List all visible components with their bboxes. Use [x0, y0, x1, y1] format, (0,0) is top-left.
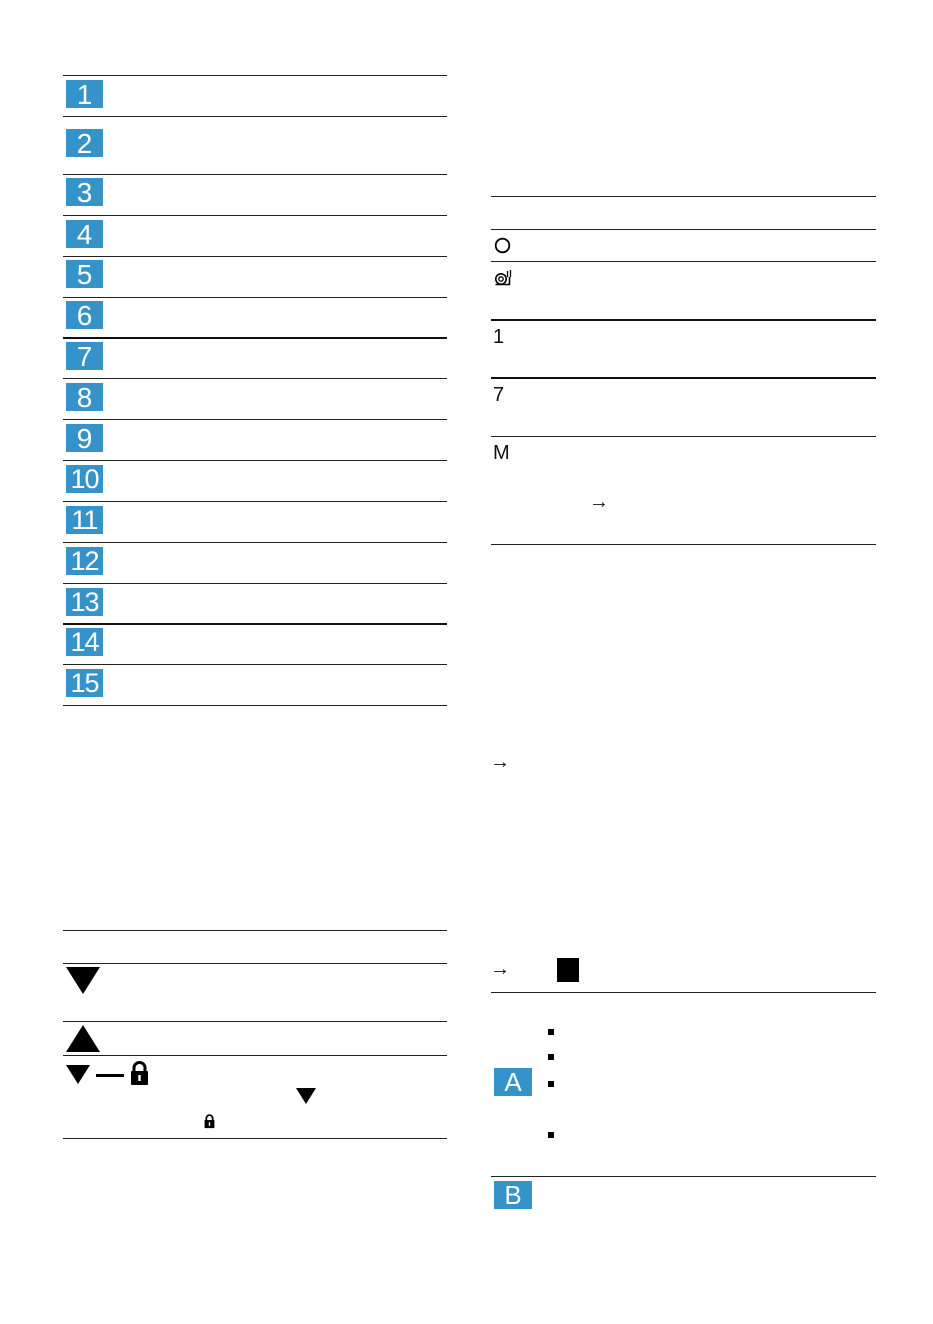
down-triangle-icon — [296, 1088, 316, 1104]
mode-symbol-1: 1 — [493, 326, 505, 348]
divider — [63, 1021, 447, 1022]
divider — [63, 75, 447, 76]
divider — [63, 501, 447, 502]
divider — [491, 992, 876, 993]
legend-badge-12: 12 — [66, 547, 103, 575]
legend-badge-13: 13 — [66, 588, 103, 616]
legend-badge-15: 15 — [66, 669, 103, 697]
up-triangle-icon — [66, 1025, 100, 1052]
down-triangle-icon — [66, 967, 100, 994]
divider — [63, 419, 447, 420]
stop-square-icon — [557, 958, 579, 982]
section-tag-b: B — [494, 1181, 532, 1209]
down-triangle-icon — [66, 1065, 90, 1084]
legend-badge-4: 4 — [66, 220, 103, 248]
divider — [63, 963, 447, 964]
arrow-icon: → — [490, 958, 510, 980]
section-tag-a: A — [494, 1068, 532, 1096]
bullet — [548, 1081, 554, 1087]
legend-badge-8: 8 — [66, 383, 103, 411]
lock-icon — [130, 1061, 149, 1086]
snail-icon — [494, 268, 513, 287]
arrow-icon: → — [490, 751, 510, 773]
legend-badge-1: 1 — [66, 80, 103, 108]
legend-badge-9: 9 — [66, 424, 103, 452]
divider — [63, 1138, 447, 1139]
legend-badge-2: 2 — [66, 129, 103, 157]
divider — [63, 297, 447, 298]
divider — [63, 664, 447, 665]
lock-icon — [204, 1114, 215, 1129]
divider — [63, 256, 447, 257]
legend-badge-6: 6 — [66, 301, 103, 329]
divider — [63, 705, 447, 706]
divider — [491, 229, 876, 230]
arrow-icon: → — [589, 491, 609, 513]
divider — [491, 377, 876, 379]
dash-icon — [96, 1074, 124, 1077]
legend-badge-10: 10 — [66, 465, 103, 493]
divider — [63, 542, 447, 543]
divider — [491, 544, 876, 545]
mode-symbol-m: M — [493, 442, 510, 464]
divider — [491, 196, 876, 197]
legend-badge-11: 11 — [66, 506, 103, 534]
circle-icon — [494, 237, 511, 254]
mode-symbol-7: 7 — [493, 384, 505, 406]
bullet — [548, 1029, 554, 1035]
divider — [491, 319, 876, 321]
divider — [63, 460, 447, 461]
divider — [63, 930, 447, 931]
divider — [63, 1055, 447, 1056]
legend-badge-3: 3 — [66, 178, 103, 206]
divider — [63, 623, 447, 625]
divider — [63, 378, 447, 379]
legend-badge-7: 7 — [66, 342, 103, 370]
legend-badge-14: 14 — [66, 628, 103, 656]
divider — [491, 261, 876, 262]
bullet — [548, 1054, 554, 1060]
divider — [63, 583, 447, 584]
divider — [63, 174, 447, 175]
divider — [491, 1176, 876, 1177]
bullet — [548, 1132, 554, 1138]
divider — [63, 337, 447, 339]
divider — [491, 436, 876, 437]
divider — [63, 215, 447, 216]
divider — [63, 116, 447, 117]
legend-badge-5: 5 — [66, 260, 103, 288]
